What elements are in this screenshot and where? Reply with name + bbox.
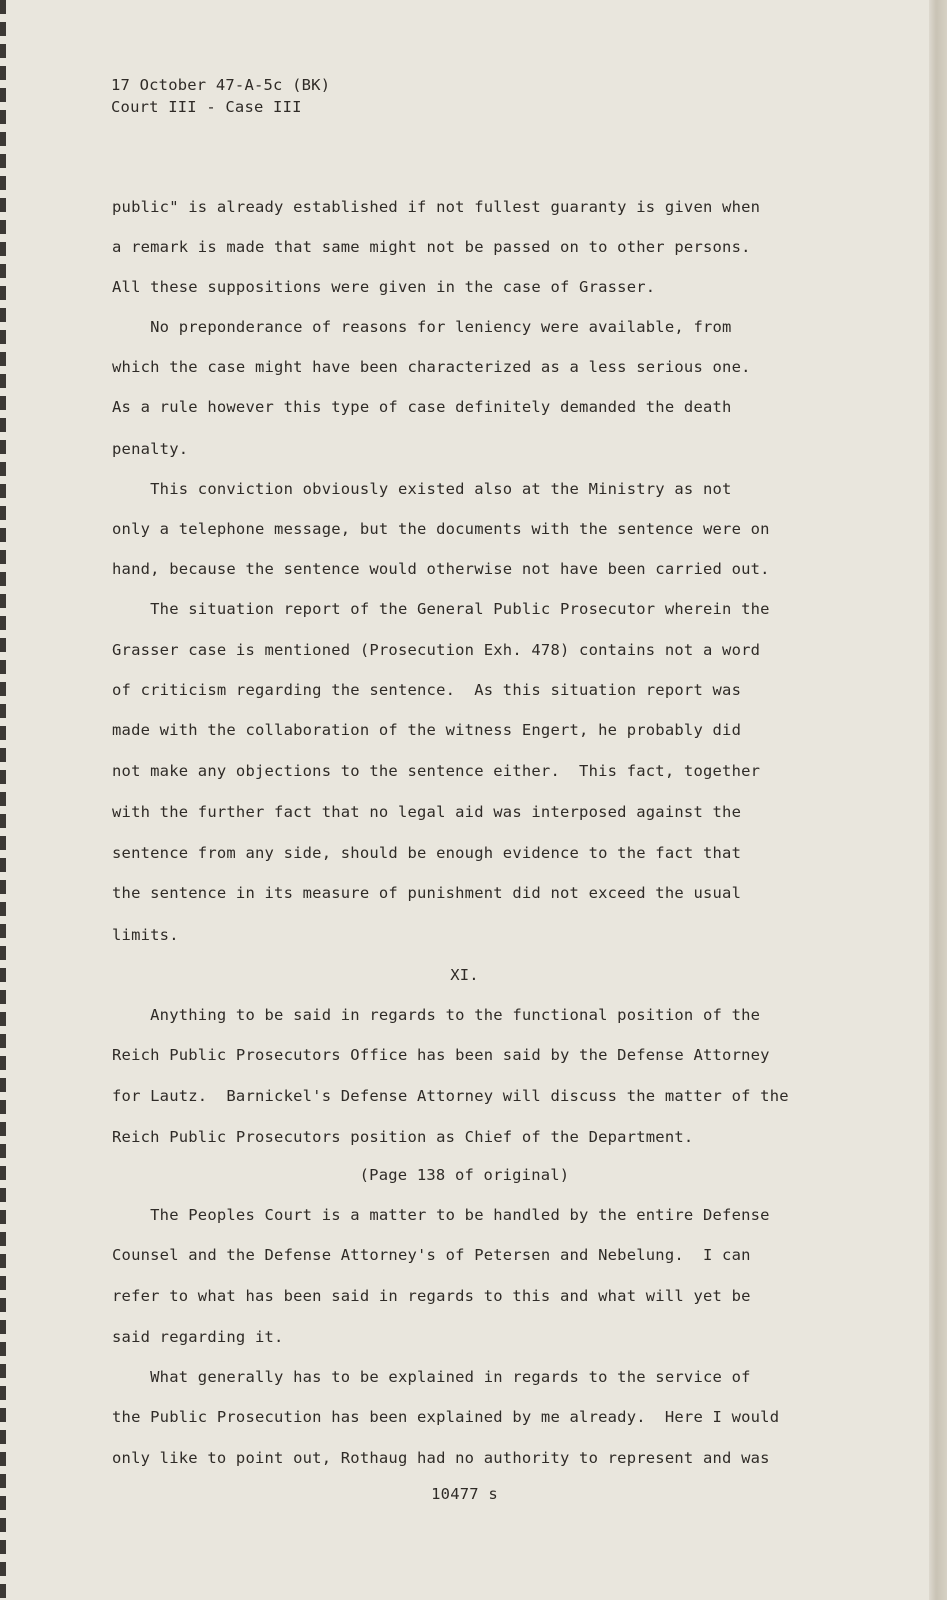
section-line: Anything to be said in regards to the functional position of the [112, 1006, 761, 1024]
section-line: for Lautz. Barnickel's Defense Attorney will discuss the matter of the [112, 1087, 789, 1105]
body-line: limits. [112, 926, 179, 944]
final-line: said regarding it. [112, 1328, 284, 1346]
body-line: with the further fact that no legal aid was interposed against the [112, 803, 742, 821]
header-date-line: 17 October 47-A-5c (BK) [111, 76, 331, 94]
body-line: penalty. [112, 440, 189, 458]
final-line: refer to what has been said in regards to this and what will yet be [112, 1287, 751, 1305]
binding-edge [0, 0, 6, 1600]
page-number: 10477 s [431, 1485, 498, 1503]
section-line: Reich Public Prosecutors position as Chief of the Department. [112, 1128, 694, 1146]
final-line: only like to point out, Rothaug had no authority to represent and was [112, 1449, 770, 1467]
body-line: No preponderance of reasons for leniency were available, from [112, 318, 732, 336]
body-line: This conviction obviously existed also at the Ministry as not [112, 480, 732, 498]
body-line: public" is already established if not fullest guaranty is given when [112, 198, 761, 216]
body-line: made with the collaboration of the witness Engert, he probably did [112, 721, 742, 739]
header-court-line: Court III - Case III [111, 98, 302, 116]
body-line: the sentence in its measure of punishment did not exceed the usual [112, 884, 742, 902]
page-edge [929, 0, 947, 1600]
body-line: sentence from any side, should be enough evidence to the fact that [112, 844, 742, 862]
final-line: Counsel and the Defense Attorney's of Petersen and Nebelung. I can [112, 1246, 751, 1264]
body-line: of criticism regarding the sentence. As this situation report was [112, 681, 742, 699]
body-line: which the case might have been characterized as a less serious one. [112, 358, 751, 376]
final-line: What generally has to be explained in regards to the service of [112, 1368, 751, 1386]
body-line: not make any objections to the sentence either. This fact, together [112, 762, 761, 780]
final-line: the Public Prosecution has been explained by me already. Here I would [112, 1408, 780, 1426]
section-line: Reich Public Prosecutors Office has been said by the Defense Attorney [112, 1046, 770, 1064]
page-of-original-note: (Page 138 of original) [359, 1166, 570, 1184]
body-line: Grasser case is mentioned (Prosecution Exh. 478) contains not a word [112, 641, 761, 659]
body-line: As a rule however this type of case definitely demanded the death [112, 398, 732, 416]
body-line: The situation report of the General Public Prosecutor wherein the [112, 600, 770, 618]
body-line: a remark is made that same might not be passed on to other persons. [112, 238, 751, 256]
body-line: only a telephone message, but the documents with the sentence were on [112, 520, 770, 538]
body-line: hand, because the sentence would otherwise not have been carried out. [112, 560, 770, 578]
body-line: All these suppositions were given in the case of Grasser. [112, 278, 656, 296]
section-heading: XI. [450, 966, 479, 984]
final-line: The Peoples Court is a matter to be handled by the entire Defense [112, 1206, 770, 1224]
